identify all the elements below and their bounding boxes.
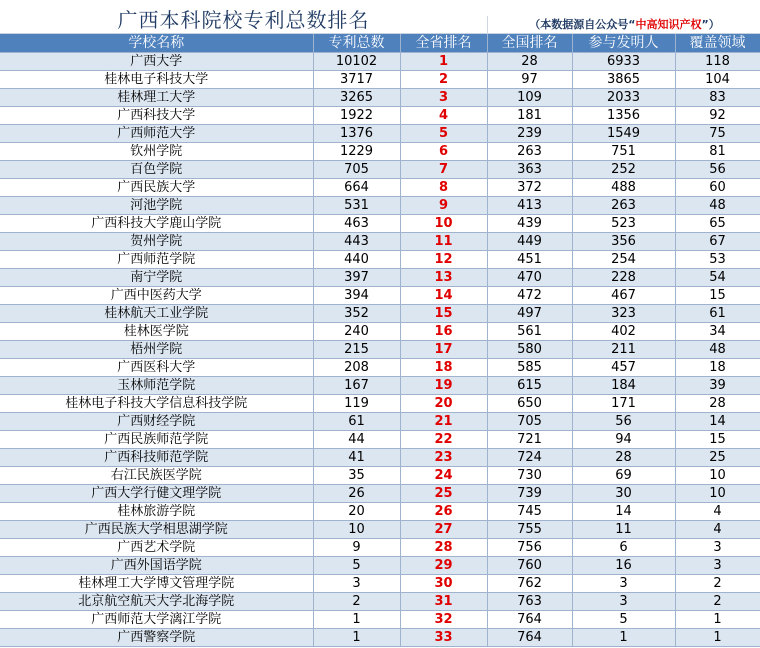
table-row [0, 413, 760, 431]
table-row [0, 575, 760, 593]
cell-fields: 14 [675, 413, 760, 431]
cell-national-rank: 472 [487, 287, 572, 305]
cell-national-rank: 28 [487, 53, 572, 71]
cell-inventors: 184 [572, 377, 675, 395]
cell-school-name: 贺州学院 [0, 233, 313, 251]
cell-patent-total: 26 [313, 485, 400, 503]
cell-fields: 3 [675, 539, 760, 557]
cell-inventors: 69 [572, 467, 675, 485]
cell-province-rank: 28 [400, 539, 487, 557]
page-title: 广西本科院校专利总数排名 [117, 8, 370, 32]
cell-patent-total: 1376 [313, 125, 400, 143]
cell-fields: 15 [675, 431, 760, 449]
table-row [0, 521, 760, 539]
cell-national-rank: 109 [487, 89, 572, 107]
cell-inventors: 28 [572, 449, 675, 467]
cell-province-rank: 8 [400, 179, 487, 197]
cell-inventors: 263 [572, 197, 675, 215]
cell-school-name: 北京航空航天大学北海学院 [0, 593, 313, 611]
cell-school-name: 广西科技大学鹿山学院 [0, 215, 313, 233]
cell-province-rank: 20 [400, 395, 487, 413]
table-row [0, 269, 760, 287]
cell-national-rank: 764 [487, 611, 572, 629]
cell-province-rank: 26 [400, 503, 487, 521]
cell-patent-total: 1229 [313, 143, 400, 161]
cell-school-name: 右江民族医学院 [0, 467, 313, 485]
cell-province-rank: 23 [400, 449, 487, 467]
table-row [0, 125, 760, 143]
cell-inventors: 1356 [572, 107, 675, 125]
cell-inventors: 488 [572, 179, 675, 197]
cell-patent-total: 208 [313, 359, 400, 377]
cell-national-rank: 97 [487, 71, 572, 89]
table-row [0, 449, 760, 467]
cell-national-rank: 263 [487, 143, 572, 161]
col-patent-total: 专利总数 [313, 34, 400, 53]
col-province-rank: 全省排名 [400, 34, 487, 53]
table-row [0, 611, 760, 629]
table-row [0, 215, 760, 233]
cell-national-rank: 439 [487, 215, 572, 233]
table-row [0, 557, 760, 575]
cell-province-rank: 32 [400, 611, 487, 629]
cell-province-rank: 11 [400, 233, 487, 251]
cell-province-rank: 22 [400, 431, 487, 449]
cell-province-rank: 7 [400, 161, 487, 179]
cell-inventors: 323 [572, 305, 675, 323]
patent-ranking-table [0, 34, 760, 647]
cell-national-rank: 745 [487, 503, 572, 521]
cell-national-rank: 561 [487, 323, 572, 341]
cell-fields: 54 [675, 269, 760, 287]
cell-patent-total: 664 [313, 179, 400, 197]
cell-fields: 75 [675, 125, 760, 143]
col-inventors: 参与发明人 [572, 34, 675, 53]
cell-inventors: 6 [572, 539, 675, 557]
table-row [0, 89, 760, 107]
cell-patent-total: 1 [313, 611, 400, 629]
table-row [0, 467, 760, 485]
cell-school-name: 广西外国语学院 [0, 557, 313, 575]
cell-national-rank: 739 [487, 485, 572, 503]
cell-school-name: 桂林电子科技大学信息科技学院 [0, 395, 313, 413]
cell-national-rank: 760 [487, 557, 572, 575]
cell-fields: 118 [675, 53, 760, 71]
cell-school-name: 广西警察学院 [0, 629, 313, 647]
cell-school-name: 百色学院 [0, 161, 313, 179]
cell-national-rank: 762 [487, 575, 572, 593]
source-suffix: ”） [701, 18, 720, 31]
table-row [0, 161, 760, 179]
cell-patent-total: 705 [313, 161, 400, 179]
cell-patent-total: 10102 [313, 53, 400, 71]
cell-inventors: 16 [572, 557, 675, 575]
cell-national-rank: 730 [487, 467, 572, 485]
cell-fields: 3 [675, 557, 760, 575]
cell-national-rank: 615 [487, 377, 572, 395]
cell-inventors: 56 [572, 413, 675, 431]
cell-province-rank: 3 [400, 89, 487, 107]
cell-province-rank: 14 [400, 287, 487, 305]
cell-inventors: 457 [572, 359, 675, 377]
cell-national-rank: 451 [487, 251, 572, 269]
table-row [0, 359, 760, 377]
cell-patent-total: 167 [313, 377, 400, 395]
cell-patent-total: 3265 [313, 89, 400, 107]
cell-patent-total: 397 [313, 269, 400, 287]
cell-province-rank: 33 [400, 629, 487, 647]
cell-province-rank: 4 [400, 107, 487, 125]
cell-patent-total: 20 [313, 503, 400, 521]
cell-patent-total: 240 [313, 323, 400, 341]
cell-patent-total: 61 [313, 413, 400, 431]
cell-province-rank: 30 [400, 575, 487, 593]
cell-fields: 39 [675, 377, 760, 395]
cell-national-rank: 449 [487, 233, 572, 251]
cell-national-rank: 650 [487, 395, 572, 413]
cell-school-name: 梧州学院 [0, 341, 313, 359]
col-fields: 覆盖领域 [675, 34, 760, 53]
cell-inventors: 254 [572, 251, 675, 269]
cell-school-name: 桂林理工大学博文管理学院 [0, 575, 313, 593]
cell-national-rank: 181 [487, 107, 572, 125]
cell-inventors: 252 [572, 161, 675, 179]
cell-national-rank: 755 [487, 521, 572, 539]
cell-province-rank: 15 [400, 305, 487, 323]
cell-patent-total: 3717 [313, 71, 400, 89]
cell-fields: 2 [675, 593, 760, 611]
cell-national-rank: 764 [487, 629, 572, 647]
cell-inventors: 1549 [572, 125, 675, 143]
cell-fields: 1 [675, 611, 760, 629]
cell-national-rank: 756 [487, 539, 572, 557]
table-row [0, 53, 760, 71]
cell-inventors: 211 [572, 341, 675, 359]
cell-inventors: 3 [572, 575, 675, 593]
cell-province-rank: 13 [400, 269, 487, 287]
cell-school-name: 桂林航天工业学院 [0, 305, 313, 323]
cell-inventors: 5 [572, 611, 675, 629]
cell-national-rank: 413 [487, 197, 572, 215]
cell-school-name: 南宁学院 [0, 269, 313, 287]
cell-school-name: 广西科技大学 [0, 107, 313, 125]
cell-fields: 1 [675, 629, 760, 647]
cell-national-rank: 763 [487, 593, 572, 611]
cell-school-name: 广西师范学院 [0, 251, 313, 269]
cell-school-name: 桂林理工大学 [0, 89, 313, 107]
cell-province-rank: 29 [400, 557, 487, 575]
cell-patent-total: 1922 [313, 107, 400, 125]
cell-patent-total: 5 [313, 557, 400, 575]
cell-national-rank: 372 [487, 179, 572, 197]
cell-fields: 15 [675, 287, 760, 305]
cell-province-rank: 17 [400, 341, 487, 359]
table-row [0, 305, 760, 323]
cell-inventors: 356 [572, 233, 675, 251]
cell-inventors: 6933 [572, 53, 675, 71]
cell-province-rank: 27 [400, 521, 487, 539]
cell-province-rank: 12 [400, 251, 487, 269]
cell-patent-total: 215 [313, 341, 400, 359]
cell-school-name: 广西科技师范学院 [0, 449, 313, 467]
cell-patent-total: 35 [313, 467, 400, 485]
cell-inventors: 2033 [572, 89, 675, 107]
table-row [0, 431, 760, 449]
cell-patent-total: 352 [313, 305, 400, 323]
cell-inventors: 30 [572, 485, 675, 503]
cell-national-rank: 497 [487, 305, 572, 323]
cell-fields: 92 [675, 107, 760, 125]
cell-patent-total: 44 [313, 431, 400, 449]
cell-national-rank: 580 [487, 341, 572, 359]
table-row [0, 287, 760, 305]
cell-inventors: 402 [572, 323, 675, 341]
table-row [0, 143, 760, 161]
cell-patent-total: 10 [313, 521, 400, 539]
cell-province-rank: 1 [400, 53, 487, 71]
cell-fields: 60 [675, 179, 760, 197]
cell-patent-total: 440 [313, 251, 400, 269]
source-name: 中高知识产权 [635, 18, 702, 31]
cell-patent-total: 9 [313, 539, 400, 557]
cell-national-rank: 239 [487, 125, 572, 143]
title-row [0, 0, 760, 34]
cell-patent-total: 41 [313, 449, 400, 467]
cell-fields: 83 [675, 89, 760, 107]
table-row [0, 503, 760, 521]
cell-inventors: 523 [572, 215, 675, 233]
table-row [0, 179, 760, 197]
cell-school-name: 河池学院 [0, 197, 313, 215]
table-row [0, 323, 760, 341]
cell-national-rank: 585 [487, 359, 572, 377]
cell-inventors: 228 [572, 269, 675, 287]
header-row [0, 34, 760, 53]
cell-fields: 2 [675, 575, 760, 593]
data-source-note [487, 16, 760, 33]
cell-fields: 34 [675, 323, 760, 341]
cell-fields: 4 [675, 521, 760, 539]
table-row [0, 377, 760, 395]
cell-school-name: 钦州学院 [0, 143, 313, 161]
cell-fields: 104 [675, 71, 760, 89]
table-row [0, 539, 760, 557]
table-row [0, 107, 760, 125]
cell-province-rank: 25 [400, 485, 487, 503]
table-row [0, 197, 760, 215]
cell-fields: 25 [675, 449, 760, 467]
cell-patent-total: 394 [313, 287, 400, 305]
cell-fields: 4 [675, 503, 760, 521]
cell-fields: 48 [675, 197, 760, 215]
col-national-rank: 全国排名 [487, 34, 572, 53]
cell-fields: 10 [675, 467, 760, 485]
cell-province-rank: 9 [400, 197, 487, 215]
table-row [0, 593, 760, 611]
source-prefix: （本数据源自公众号“ [529, 18, 636, 31]
cell-patent-total: 119 [313, 395, 400, 413]
cell-province-rank: 5 [400, 125, 487, 143]
table-row [0, 485, 760, 503]
cell-inventors: 11 [572, 521, 675, 539]
cell-patent-total: 531 [313, 197, 400, 215]
cell-inventors: 1 [572, 629, 675, 647]
cell-patent-total: 443 [313, 233, 400, 251]
cell-school-name: 广西民族大学 [0, 179, 313, 197]
cell-school-name: 广西师范大学 [0, 125, 313, 143]
cell-school-name: 广西中医药大学 [0, 287, 313, 305]
table-row [0, 629, 760, 647]
cell-school-name: 广西医科大学 [0, 359, 313, 377]
cell-fields: 67 [675, 233, 760, 251]
cell-school-name: 桂林医学院 [0, 323, 313, 341]
cell-province-rank: 31 [400, 593, 487, 611]
cell-national-rank: 721 [487, 431, 572, 449]
table-row [0, 233, 760, 251]
table-row [0, 71, 760, 89]
cell-patent-total: 1 [313, 629, 400, 647]
cell-inventors: 3865 [572, 71, 675, 89]
cell-fields: 61 [675, 305, 760, 323]
cell-fields: 53 [675, 251, 760, 269]
cell-patent-total: 2 [313, 593, 400, 611]
cell-inventors: 94 [572, 431, 675, 449]
cell-school-name: 广西大学行健文理学院 [0, 485, 313, 503]
cell-fields: 81 [675, 143, 760, 161]
cell-school-name: 广西民族大学相思湖学院 [0, 521, 313, 539]
table-row [0, 395, 760, 413]
cell-province-rank: 21 [400, 413, 487, 431]
cell-national-rank: 470 [487, 269, 572, 287]
cell-inventors: 467 [572, 287, 675, 305]
cell-patent-total: 463 [313, 215, 400, 233]
cell-province-rank: 10 [400, 215, 487, 233]
cell-province-rank: 24 [400, 467, 487, 485]
cell-national-rank: 724 [487, 449, 572, 467]
cell-inventors: 3 [572, 593, 675, 611]
cell-inventors: 14 [572, 503, 675, 521]
col-school-name: 学校名称 [0, 34, 313, 53]
cell-fields: 18 [675, 359, 760, 377]
cell-national-rank: 363 [487, 161, 572, 179]
cell-school-name: 广西艺术学院 [0, 539, 313, 557]
cell-fields: 48 [675, 341, 760, 359]
cell-school-name: 广西师范大学漓江学院 [0, 611, 313, 629]
cell-province-rank: 16 [400, 323, 487, 341]
cell-patent-total: 3 [313, 575, 400, 593]
cell-province-rank: 18 [400, 359, 487, 377]
cell-province-rank: 2 [400, 71, 487, 89]
cell-fields: 10 [675, 485, 760, 503]
cell-inventors: 171 [572, 395, 675, 413]
cell-province-rank: 19 [400, 377, 487, 395]
table-row [0, 341, 760, 359]
cell-school-name: 广西民族师范学院 [0, 431, 313, 449]
cell-school-name: 广西财经学院 [0, 413, 313, 431]
cell-fields: 56 [675, 161, 760, 179]
cell-school-name: 广西大学 [0, 53, 313, 71]
cell-fields: 28 [675, 395, 760, 413]
cell-fields: 65 [675, 215, 760, 233]
table-row [0, 251, 760, 269]
cell-national-rank: 705 [487, 413, 572, 431]
cell-school-name: 桂林电子科技大学 [0, 71, 313, 89]
cell-province-rank: 6 [400, 143, 487, 161]
cell-school-name: 玉林师范学院 [0, 377, 313, 395]
cell-school-name: 桂林旅游学院 [0, 503, 313, 521]
cell-inventors: 751 [572, 143, 675, 161]
